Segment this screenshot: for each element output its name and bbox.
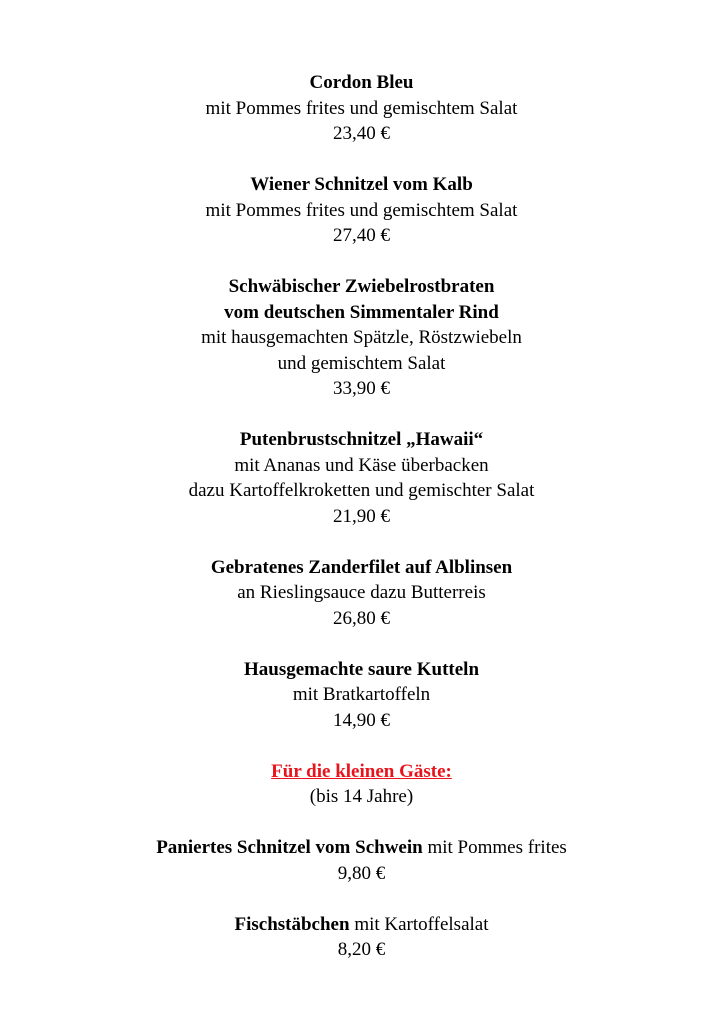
spacer [0,529,723,555]
spacer [0,249,723,275]
dish-title: vom deutschen Simmentaler Rind [224,301,499,323]
menu-page [0,70,723,963]
dish-description: an Rieslingsauce dazu Butterreis [237,582,486,603]
dish-description: mit Kartoffelsalat [349,913,489,935]
kids-section-header [0,759,723,810]
dish-description: mit hausgemachten Spätzle, Röstzwiebeln [201,327,522,348]
menu-item-zwiebelrostbraten [0,274,723,402]
dish-price: 27,40 € [333,225,390,246]
dish-price: 23,40 € [333,123,390,144]
dish-description: mit Pommes frites und gemischtem Salat [205,97,518,119]
menu-item-putenbrustschnitzel [0,427,723,529]
spacer [0,147,723,173]
dish-price: 14,90 € [333,709,390,731]
spacer [0,810,723,836]
dish-title: Fischstäbchen [234,913,350,935]
dish-title: Hausgemachte saure Kutteln [243,658,480,680]
menu-item-wiener-schnitzel [0,172,723,249]
kids-age-note: (bis 14 Jahre) [309,786,414,807]
spacer [0,886,723,912]
dish-line [0,835,723,861]
dish-description: mit Pommes frites und gemischtem Salat [205,199,518,221]
dish-title: Putenbrustschnitzel „Hawaii“ [239,429,484,450]
menu-item-kutteln [0,657,723,734]
dish-title: Cordon Bleu [309,72,414,93]
dish-line [0,912,723,938]
dish-title: Gebratenes Zanderfilet auf Alblinsen [210,556,513,578]
kids-item-fischstaebchen [0,912,723,963]
dish-price: 21,90 € [333,505,390,527]
kids-section-heading: Für die kleinen Gäste: [271,760,452,782]
dish-price: 8,20 € [337,939,386,960]
dish-description: mit Ananas und Käse überbacken [234,454,489,476]
spacer [0,402,723,428]
dish-description: mit Pommes frites [422,837,567,858]
dish-price: 26,80 € [333,607,390,629]
spacer [0,733,723,759]
dish-price: 33,90 € [333,378,390,399]
dish-title: Schwäbischer Zwiebelrostbraten [228,276,495,297]
menu-item-zanderfilet [0,555,723,632]
dish-description: mit Bratkartoffeln [292,684,431,705]
dish-description: und gemischtem Salat [277,352,446,374]
menu-item-cordon-bleu [0,70,723,147]
kids-item-schnitzel [0,835,723,886]
dish-price: 9,80 € [337,862,386,884]
dish-title: Wiener Schnitzel vom Kalb [250,174,473,195]
dish-title: Paniertes Schnitzel vom Schwein [156,837,423,858]
spacer [0,631,723,657]
dish-description: dazu Kartoffelkroketten und gemischter Salat [188,480,535,501]
